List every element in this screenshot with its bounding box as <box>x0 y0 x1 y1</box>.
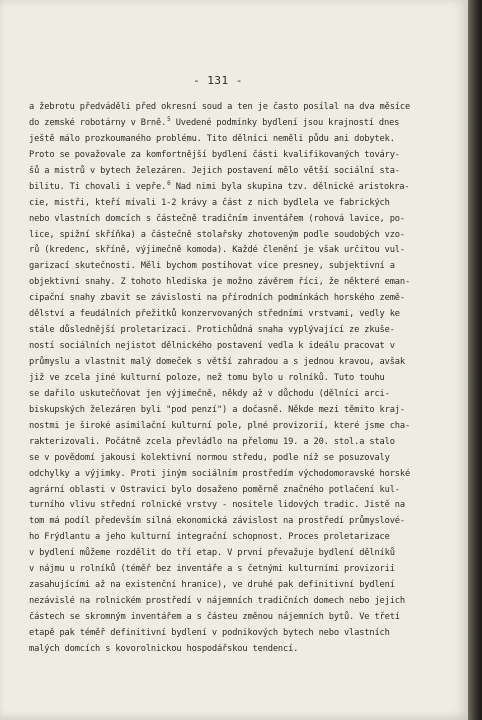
text-line <box>29 228 434 244</box>
text-line-content: v nájmu u rolníků (téměř bez inventáře a s četnými kulturními provizorii <box>29 564 395 575</box>
text-line-content: ho Frýdlantu a jeho kulturní integrační schopnost. Proces proletarizace <box>29 532 390 543</box>
text-line <box>29 546 434 562</box>
text-line-content: rů (kredenc, skříně, výjimečně komoda). Každé členění je však určitou vul- <box>29 245 405 256</box>
text-line <box>29 435 434 451</box>
text-line <box>29 514 434 530</box>
text-line-continuation: Nad nimi byla skupina tzv. dělnické aristokra- <box>170 181 410 192</box>
text-line <box>29 467 434 483</box>
text-line-content: nebo vlastních domcích s částečně tradičním inventářem (rohová lavice, po- <box>29 213 405 224</box>
text-line <box>29 610 434 626</box>
text-line-content: dělství a feudálních přežitků konzervovaných středními vrstvami, vedly ke <box>29 309 400 320</box>
text-line-content: a žebrotu předváděli před okresní soud a ten je často posílal na dva měsíce <box>29 102 411 112</box>
text-line-content: cie, mistři, kteří mívali 1-2 krávy a část z nich bydlela ve fabrických <box>29 197 390 208</box>
text-line-content: stále důslednější proletarizaci. Protichůdná snaha vyplývající ze zkuše- <box>29 325 395 336</box>
text-line-content: bilitu. Ti chovali i vepře. <box>29 181 167 192</box>
text-line-content: malých domcích s kovorolnickou hospodářskou tendencí. <box>29 643 299 654</box>
text-line <box>29 116 434 132</box>
text-line-continuation: Uvedené podmínky bydlení jsou krajností dnes <box>170 117 400 128</box>
text-line <box>29 355 434 371</box>
text-line-content: nostmi je široké asimilační kulturní pole, plné provizorií, které jsme cha- <box>29 420 411 431</box>
text-line <box>29 642 434 658</box>
text-line-content: zasahujícími až na existenční hranice), ve druhé pak definitivní bydlení <box>29 580 395 591</box>
text-line <box>29 371 434 387</box>
text-line <box>29 626 434 642</box>
text-line-content: etapě pak téměř definitivní bydlení v podnikových bytech nebo vlastních <box>29 627 390 638</box>
text-line-content: cipační snahy zbavit se závislosti na přírodních podmínkách horského země- <box>29 293 405 304</box>
text-line <box>29 387 434 403</box>
text-line <box>29 196 434 212</box>
footnote-marker: 5 <box>167 115 171 123</box>
text-line <box>29 483 434 499</box>
text-line <box>29 212 434 228</box>
text-line-content: odchylky a výjimky. Proti jiným sociálním prostředím východomoravské horské <box>29 468 411 479</box>
text-line <box>29 339 434 355</box>
text-line <box>29 498 434 514</box>
book-binding-edge <box>468 0 482 720</box>
text-line <box>29 562 434 578</box>
text-line-content: objektivní snahy. Z tohoto hlediska je možno závěrem říci, že některé eman- <box>29 277 411 288</box>
text-line-content: biskupských železáren byli "pod penzí") a dočasně. Někde mezi těmito kraj- <box>29 404 405 415</box>
text-line-content: průmyslu a vlastnit malý domeček s větší zahradou a s jednou kravou, avšak <box>29 357 405 367</box>
text-line <box>29 243 434 259</box>
text-line-content: nezávislé na rolnickém prostředí v nájemních tradičních domech nebo jejich <box>29 596 405 607</box>
text-line-content: šů a mistrů v bytech železáren. Jejich postavení mělo větší sociální sta- <box>29 165 400 176</box>
text-line-content: turního vlivu střední rolnické vrstvy - nositele lidových tradic. Jistě na <box>29 500 405 511</box>
text-line <box>29 180 434 196</box>
text-line-content: se dařilo uskutečňovat jen výjimečně, někdy až v důchodu (dělníci arci- <box>29 388 390 399</box>
text-line-content: částech se skromným inventářem a s částeu změnou nájemních bytů. Ve třetí <box>29 612 400 622</box>
body-paragraph <box>29 100 434 658</box>
text-line-content: rakterizovali. Počátně zcela převládlo na přelomu 19. a 20. stol.a stalo <box>29 436 395 447</box>
text-line <box>29 100 434 116</box>
text-line-content: garizací skutečnosti. Měli bychom postihovat více presney, subjektivní a <box>29 261 395 272</box>
text-line <box>29 275 434 291</box>
text-line <box>29 291 434 307</box>
text-line <box>29 132 434 148</box>
text-line <box>29 451 434 467</box>
text-line-content: agrární oblasti v Ostravici bylo dosaženo poměrně značného potlačení kul- <box>29 484 400 495</box>
text-line <box>29 164 434 180</box>
text-line-content: lice, spižní skříňka) a částečně stolařsky zhotoveným podle soudobých vzo- <box>29 229 405 240</box>
text-line <box>29 403 434 419</box>
page-number: - 131 - <box>193 74 243 87</box>
text-line-content: Proto se považovale za komfortnější bydlení části kvalifikovaných továry- <box>29 149 400 160</box>
text-line-content: se v povědomí jakousi kolektivní normou středu, podle níž se posuzovaly <box>29 452 390 463</box>
text-line-content: ností sociálních nejistot dělnického postavení vedla k ideálu pracovat v <box>29 341 395 352</box>
text-line <box>29 148 434 164</box>
text-line-content: do zemské robotárny v Brně. <box>29 117 167 128</box>
footnote-marker: 6 <box>167 179 171 187</box>
text-line <box>29 323 434 339</box>
text-line <box>29 259 434 275</box>
text-line-content: již ve zcela jiné kulturní poloze, než tomu bylo u rolníků. Tuto touhu <box>29 372 385 383</box>
text-line <box>29 578 434 594</box>
text-line <box>29 307 434 323</box>
text-line <box>29 419 434 435</box>
text-line <box>29 594 434 610</box>
text-line-content: v bydlení můžeme rozdělit do tří etap. V první převažuje bydlení dělníků <box>29 548 395 559</box>
text-line <box>29 530 434 546</box>
text-line-content: tom má podíl především silná ekonomická závislost na prostředí průmyslové- <box>29 516 405 527</box>
text-line-content: ještě málo prozkoumaného problému. Tito dělníci neměli půdu ani dobytek. <box>29 133 395 144</box>
